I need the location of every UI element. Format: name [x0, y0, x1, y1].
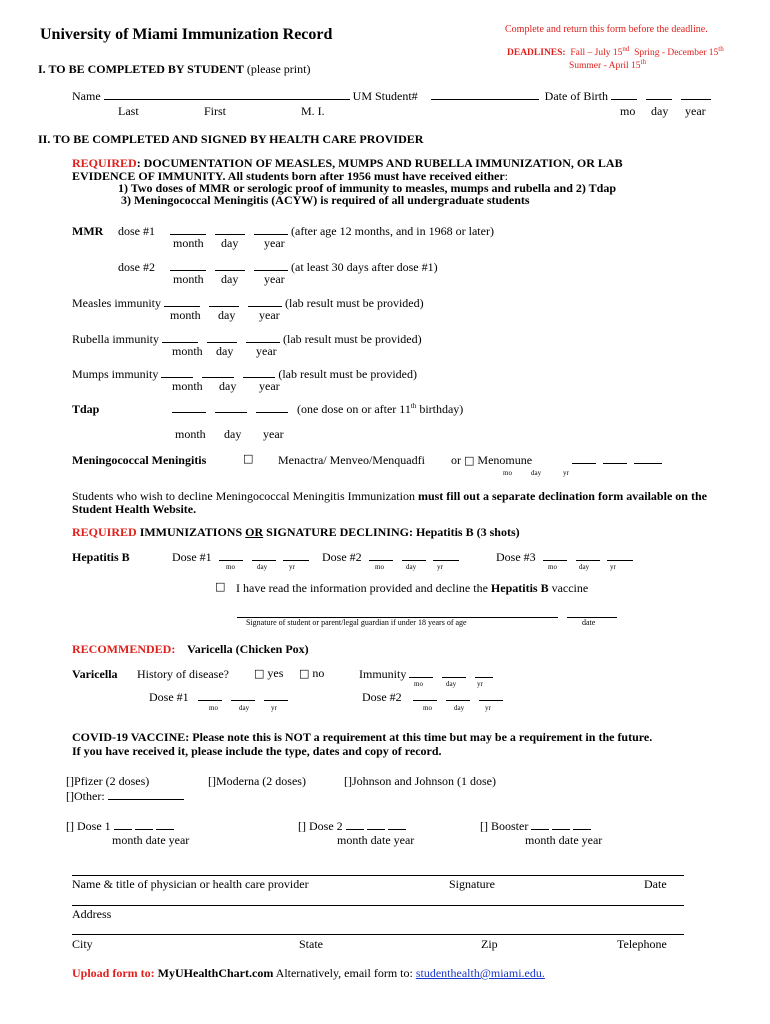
city-label: City: [72, 937, 93, 951]
city-line[interactable]: [72, 934, 684, 935]
varicella-no[interactable]: □ no: [299, 666, 325, 680]
um-student-field[interactable]: [431, 99, 539, 100]
mening-label: Meningococcal Meningitis: [72, 453, 207, 467]
yr-label: yr: [271, 704, 277, 712]
yr-label: yr: [563, 469, 569, 477]
dob-day-field[interactable]: [646, 99, 672, 100]
mdy-label: month date year: [337, 833, 415, 847]
address-label: Address: [72, 907, 112, 921]
day-label: day: [219, 379, 237, 393]
mdy-label: month date year: [112, 833, 190, 847]
hepb-decline-checkbox[interactable]: □: [215, 580, 226, 593]
mmr-dose1-fields[interactable]: (after age 12 months, and in 1968 or later): [170, 224, 494, 239]
day-label: day: [221, 272, 239, 286]
mo-label: mo: [226, 563, 235, 571]
year-label: year: [259, 308, 280, 322]
email-link[interactable]: studenthealth@miami.edu.: [415, 966, 545, 980]
dob-year-label: year: [685, 104, 706, 118]
measles-row: Measles immunity (lab result must be provided): [72, 296, 424, 310]
required-line4: 3) Meningococcal Meningitis (ACYW) is required of all undergraduate students: [121, 193, 530, 207]
provider-line[interactable]: [72, 875, 684, 876]
mening-decline-text: Students who wish to decline Meningococcal Meningitis Immunization must fill out a separate declination form available on the: [72, 489, 707, 503]
day-label: day: [224, 427, 242, 441]
tdap-fields[interactable]: (one dose on or after 11th birthday): [172, 402, 463, 417]
menomune-option: or □ Menomune: [451, 453, 533, 467]
upload-line: Upload form to: MyUHealthChart.com Alternatively, email form to: studenthealth@miami.edu.: [72, 966, 545, 980]
day-label: day: [239, 704, 250, 712]
name-field[interactable]: [104, 99, 350, 100]
dob-day-label: day: [651, 104, 669, 118]
mo-label: mo: [548, 563, 557, 571]
other-option[interactable]: []Other:: [66, 789, 184, 804]
month-label: month: [175, 427, 206, 441]
required-line1: REQUIRED: DOCUMENTATION OF MEASLES, MUMPS AND RUBELLA IMMUNIZATION, OR LAB: [72, 156, 623, 170]
day-label: day: [257, 563, 268, 571]
month-label: month: [170, 308, 201, 322]
covid-booster[interactable]: [] Booster: [480, 819, 591, 834]
last-label: Last: [118, 104, 139, 118]
date-label: Date: [644, 877, 667, 891]
deadline-notice: Complete and return this form before the deadline.: [505, 24, 708, 35]
varicella-dose2[interactable]: Dose #2: [362, 690, 503, 705]
mumps-row: Mumps immunity (lab result must be provided): [72, 367, 417, 381]
dob-month-field[interactable]: [611, 99, 637, 100]
required-line3: 1) Two doses of MMR or serologic proof of immunity to measles, mumps and rubella and 2) Tdap: [118, 181, 617, 195]
month-label: month: [172, 379, 203, 393]
date-label: date: [582, 618, 596, 627]
mi-label: M. I.: [301, 104, 325, 118]
covid-subheading: If you have received it, please include the type, dates and copy of record.: [72, 744, 442, 758]
mo-label: mo: [414, 680, 423, 688]
section1-heading: I. TO BE COMPLETED BY STUDENT (please print): [38, 62, 311, 76]
month-label: month: [173, 236, 204, 250]
hepb-heading: REQUIRED IMMUNIZATIONS OR SIGNATURE DECLINING: Hepatitis B (3 shots): [72, 525, 520, 539]
signature-label: Signature of student or parent/legal guardian if under 18 years of age: [246, 618, 467, 627]
month-label: month: [172, 344, 203, 358]
mmr-dose2-fields[interactable]: (at least 30 days after dose #1): [170, 260, 438, 275]
mdy-label: month date year: [525, 833, 603, 847]
section2-heading: II. TO BE COMPLETED AND SIGNED BY HEALTH CARE PROVIDER: [38, 132, 424, 146]
required-line2: EVIDENCE OF IMMUNITY. All students born after 1956 must have received either:: [72, 169, 508, 183]
deadlines-summer: Summer - April 15th: [569, 58, 646, 72]
jj-option[interactable]: []Johnson and Johnson (1 dose): [344, 774, 496, 788]
name-row: Name UM Student# Date of Birth: [72, 89, 711, 104]
tdap-label: Tdap: [72, 402, 100, 416]
page-title: University of Miami Immunization Record: [40, 26, 333, 43]
deadlines-line: DEADLINES: Fall – July 15nd Spring - December 15th: [507, 45, 724, 59]
zip-label: Zip: [481, 937, 498, 951]
varicella-heading: RECOMMENDED: Varicella (Chicken Pox): [72, 642, 309, 656]
signature-label: Signature: [449, 877, 495, 891]
year-label: year: [263, 427, 284, 441]
covid-heading: COVID-19 VACCINE: Please note this is NOT a requirement at this time but may be a requirement in the future.: [72, 730, 653, 744]
year-label: year: [259, 379, 280, 393]
mo-label: mo: [503, 469, 512, 477]
student-health-website: Student Health Website.: [72, 502, 197, 516]
dob-mo-label: mo: [620, 104, 636, 118]
covid-dose1[interactable]: [] Dose 1: [66, 819, 174, 834]
yr-label: yr: [485, 704, 491, 712]
varicella-yes[interactable]: □ yes: [254, 666, 284, 680]
hepb-label: Hepatitis B: [72, 550, 130, 564]
year-label: year: [264, 236, 285, 250]
month-label: month: [173, 272, 204, 286]
mening-date-fields[interactable]: [572, 453, 662, 468]
mmr-label: MMR: [72, 224, 104, 238]
rubella-row: Rubella immunity (lab result must be provided): [72, 332, 422, 346]
mo-label: mo: [375, 563, 384, 571]
mmr-dose2-label: dose #2: [118, 260, 155, 274]
yr-label: yr: [610, 563, 616, 571]
mo-label: mo: [423, 704, 432, 712]
yr-label: yr: [477, 680, 483, 688]
year-label: year: [264, 272, 285, 286]
varicella-dose1[interactable]: Dose #1: [149, 690, 288, 705]
day-label: day: [218, 308, 236, 322]
first-label: First: [204, 104, 227, 118]
yr-label: yr: [437, 563, 443, 571]
provider-name-label: Name & title of physician or health care provider: [72, 877, 309, 891]
hepb-dose3[interactable]: Dose #3: [496, 550, 633, 565]
menomune-checkbox[interactable]: □: [464, 454, 475, 467]
day-label: day: [446, 680, 457, 688]
year-label: year: [256, 344, 277, 358]
moderna-option[interactable]: []Moderna (2 doses): [208, 774, 306, 788]
day-label: day: [221, 236, 239, 250]
menactra-label: Menactra/ Menveo/Menquadfi: [278, 453, 425, 467]
menactra-checkbox[interactable]: □: [243, 452, 254, 465]
day-label: day: [216, 344, 234, 358]
dob-year-field[interactable]: [681, 99, 711, 100]
address-line[interactable]: [72, 905, 684, 906]
hepb-dose2[interactable]: Dose #2: [322, 550, 459, 565]
pfizer-option[interactable]: []Pfizer (2 doses): [66, 774, 150, 788]
day-label: day: [531, 469, 542, 477]
hepb-decline-text: I have read the information provided and decline the Hepatitis B vaccine: [236, 581, 589, 595]
day-label: day: [454, 704, 465, 712]
day-label: day: [406, 563, 417, 571]
yr-label: yr: [289, 563, 295, 571]
varicella-label: Varicella: [72, 667, 118, 681]
varicella-immunity[interactable]: Immunity: [359, 667, 493, 682]
history-label: History of disease?: [137, 667, 229, 681]
covid-dose2[interactable]: [] Dose 2: [298, 819, 406, 834]
telephone-label: Telephone: [617, 937, 667, 951]
mmr-dose1-label: dose #1: [118, 224, 155, 238]
mo-label: mo: [209, 704, 218, 712]
day-label: day: [579, 563, 590, 571]
hepb-dose1[interactable]: Dose #1: [172, 550, 309, 565]
state-label: State: [299, 937, 323, 951]
